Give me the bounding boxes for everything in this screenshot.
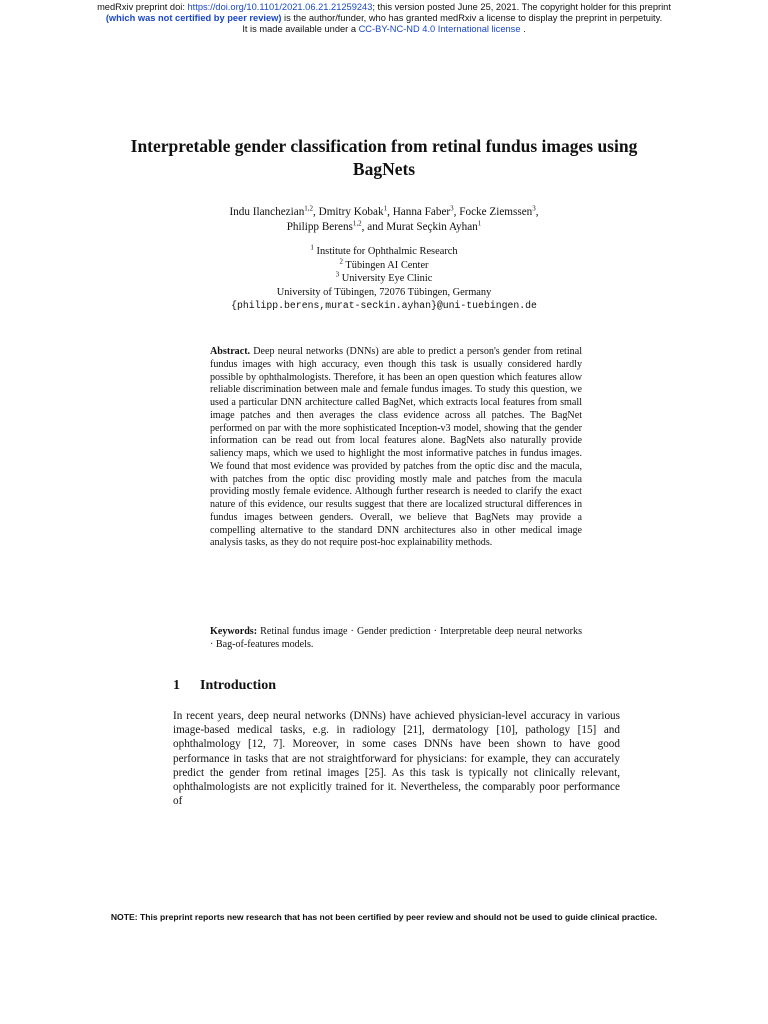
- affiliations-block: [120, 245, 648, 313]
- abstract: [210, 346, 582, 550]
- keywords-label: Keywords:: [210, 626, 258, 637]
- section-title: Introduction: [200, 678, 276, 693]
- author-separator: ,: [313, 206, 319, 218]
- affiliation-1-text: Institute for Ophthalmic Research: [316, 246, 458, 257]
- author-affiliation-marker: 1,2: [304, 204, 314, 213]
- affiliation-3: [120, 272, 648, 286]
- peer-review-notice: (which was not certified by peer review): [105, 13, 282, 23]
- author-affiliation-marker: 1: [383, 204, 388, 213]
- author: [229, 206, 318, 218]
- banner-license-prefix: It is made available under a: [242, 24, 359, 34]
- author-name: Focke Ziemssen: [459, 206, 533, 218]
- affiliation-3-text: University Eye Clinic: [341, 273, 433, 285]
- author: [287, 221, 387, 233]
- author: [319, 206, 393, 218]
- author: [386, 221, 481, 233]
- affiliation-1: [120, 245, 648, 259]
- section-number: 1: [173, 678, 180, 693]
- author: [459, 206, 538, 218]
- university-address: University of Tübingen, 72076 Tübingen, Germany: [276, 286, 492, 298]
- banner-license-statement: is the author/funder, who has granted medRxiv a license to display the preprint in perpetuity.: [281, 13, 663, 23]
- keywords: [210, 626, 582, 652]
- author-affiliation-marker: 3: [532, 204, 536, 213]
- author-name: Indu Ilanchezian: [229, 206, 305, 218]
- author-affiliation-marker: 1: [477, 219, 482, 228]
- affiliation-2-text: Tübingen AI Center: [345, 259, 429, 271]
- medrxiv-banner: [0, 2, 768, 35]
- author-name: Hanna Faber: [392, 206, 451, 218]
- banner-doi-prefix: medRxiv preprint doi:: [97, 2, 188, 12]
- banner-line-2: [0, 13, 768, 24]
- banner-line-3: [0, 24, 768, 35]
- author-separator: ,: [387, 206, 393, 218]
- paper-title: Interpretable gender classification from retinal fundus images using BagNets: [130, 136, 638, 179]
- author-name: Dmitry Kobak: [318, 206, 384, 218]
- author-name: Philipp Berens: [286, 221, 353, 233]
- affiliation-2-marker: 2: [339, 257, 343, 266]
- license-link[interactable]: CC-BY-NC-ND 4.0 International license: [358, 24, 521, 34]
- affiliation-1-marker: 1: [310, 243, 314, 252]
- banner-line-1: [0, 2, 768, 13]
- peer-review-footer-note: NOTE: This preprint reports new research that has not been certified by peer review and should not be used to guide clinical practice.: [110, 912, 658, 922]
- banner-version-text: ; this version posted June 25, 2021. The copyright holder for this preprint: [372, 2, 671, 12]
- contact-emails: {philipp.berens,murat-seckin.ayhan}@uni-tuebingen.de: [231, 300, 537, 312]
- section-heading: [173, 677, 593, 695]
- affiliation-3-marker: 3: [335, 270, 340, 279]
- abstract-label: Abstract.: [210, 346, 251, 357]
- author-name: Murat Seçkin Ayhan: [386, 221, 478, 233]
- author-separator: ,: [535, 206, 539, 218]
- author-affiliation-marker: 3: [450, 204, 454, 213]
- author-separator: ,: [453, 206, 460, 218]
- doi-link[interactable]: https://doi.org/10.1101/2021.06.21.21259243: [187, 2, 373, 12]
- author: [393, 206, 460, 218]
- affiliation-2: [120, 259, 648, 273]
- abstract-text: Deep neural networks (DNNs) are able to predict a person's gender from retinal fundus images with high accuracy, even though this task is usually considered hardly possible by ophthalmologists. Therefore, it has been an open question which features allow reliable discrimination between male and female fundus images. To study this question, we used a particular DNN architecture called BagNet, which extracts local features from small image patches and then averages the class evidence across all patches. The BagNet performed on par with the more sophisticated Inception-v3 model, showing that the gender information can be read out from local features alone. BagNets also naturally provide saliency maps, which we used to highlight the most informative patches in fundus images. We found that most evidence was provided by patches from the optic disc and the macula, with patches from the optic disc providing mostly male and patches from the macula providing mostly female evidence. Although further research is needed to clarify the exact nature of this evidence, our results suggest that there are localized structural differences in fundus images between genders. Overall, we believe that BagNets may provide a compelling alternative to the standard DNN architectures also in other medical image analysis tasks, as they do not require post-hoc explainability methods.: [210, 346, 582, 549]
- banner-license-suffix: .: [520, 24, 526, 34]
- author-affiliation-marker: 1,2: [352, 219, 362, 228]
- intro-paragraph: In recent years, deep neural networks (DNNs) have achieved physician-level accuracy in various image-based medical tasks, e.g. in radiology [21], dermatology [10], pathology [15] and ophthalmology [12, 7]. Moreover, in some cases DNNs have been shown to have good performance in tasks that are not straightforward for physicians: for example, they can accurately predict the gender from retinal images [25]. As this task is typically not clinically relevant, ophthalmologists are not explicitly trained for it. Nevertheless, the comparably poor performance of: [173, 710, 620, 808]
- author-list: [120, 205, 648, 235]
- keywords-text: Retinal fundus image · Gender prediction · Interpretable deep neural networks · Bag-of-features models.: [210, 626, 582, 650]
- author-separator: , and: [361, 221, 387, 233]
